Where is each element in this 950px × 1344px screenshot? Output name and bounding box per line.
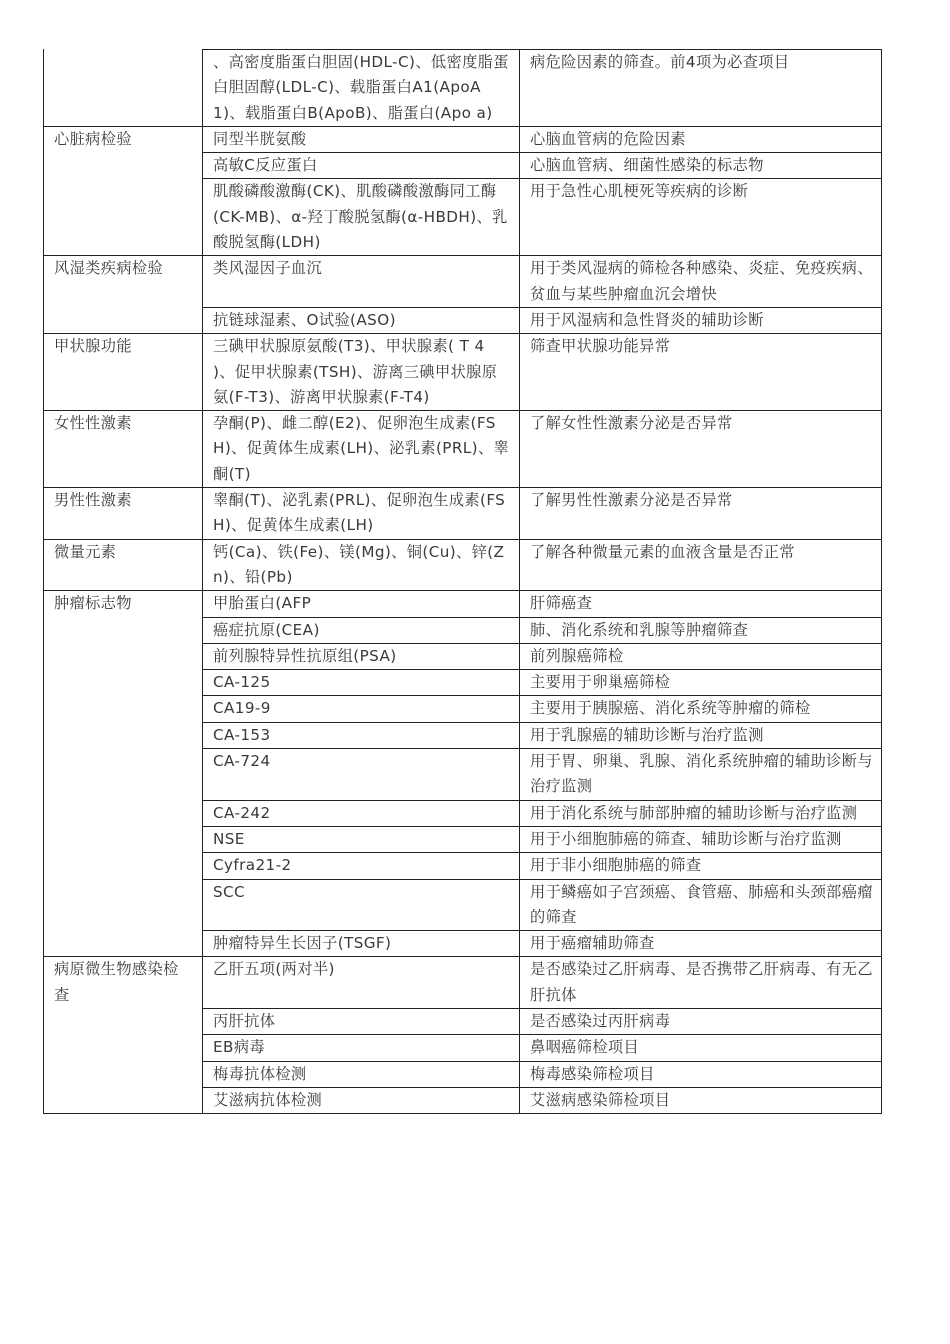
test-item-cell: CA19-9	[203, 696, 520, 722]
table-row	[44, 539, 882, 591]
purpose-cell: 主要用于卵巢癌筛检	[520, 670, 882, 696]
test-item-cell: NSE	[203, 826, 520, 852]
test-item-cell: EB病毒	[203, 1035, 520, 1061]
purpose-cell: 用于乳腺癌的辅助诊断与治疗监测	[520, 722, 882, 748]
purpose-cell: 是否感染过乙肝病毒、是否携带乙肝病毒、有无乙肝抗体	[520, 957, 882, 1009]
purpose-cell: 筛查甲状腺功能异常	[520, 334, 882, 411]
table-row	[44, 488, 882, 540]
test-item-cell: 三碘甲状腺原氨酸(T3)、甲状腺素( T 4 )、促甲状腺素(TSH)、游离三碘甲状腺原氨(F-T3)、游离甲状腺素(F-T4)	[203, 334, 520, 411]
test-item-cell: 钙(Ca)、铁(Fe)、镁(Mg)、铜(Cu)、锌(Zn)、铅(Pb)	[203, 539, 520, 591]
test-item-cell: CA-125	[203, 670, 520, 696]
test-item-cell: 艾滋病抗体检测	[203, 1087, 520, 1113]
test-item-cell: 肿瘤特异生长因子(TSGF)	[203, 931, 520, 957]
test-item-cell: SCC	[203, 879, 520, 931]
table-row	[44, 256, 882, 308]
table-row	[44, 126, 882, 152]
purpose-cell: 用于急性心肌梗死等疾病的诊断	[520, 179, 882, 256]
test-item-cell: 癌症抗原(CEA)	[203, 617, 520, 643]
table-row	[44, 957, 882, 1009]
category-cell: 肿瘤标志物	[44, 591, 203, 957]
purpose-cell: 鼻咽癌筛检项目	[520, 1035, 882, 1061]
test-item-cell: 孕酮(P)、雌二醇(E2)、促卵泡生成素(FSH)、促黄体生成素(LH)、泌乳素(PRL)、睾酮(T)	[203, 411, 520, 488]
test-item-cell: 甲胎蛋白(AFP	[203, 591, 520, 617]
test-item-cell: 睾酮(T)、泌乳素(PRL)、促卵泡生成素(FSH)、促黄体生成素(LH)	[203, 488, 520, 540]
exam-items-table	[43, 49, 882, 1114]
test-item-cell: 同型半胱氨酸	[203, 126, 520, 152]
exam-items-table-body	[44, 50, 882, 1114]
purpose-cell: 用于非小细胞肺癌的筛查	[520, 853, 882, 879]
test-item-cell: 丙肝抗体	[203, 1008, 520, 1034]
purpose-cell: 了解女性性激素分泌是否异常	[520, 411, 882, 488]
category-cell: 心脏病检验	[44, 126, 203, 255]
test-item-cell: 梅毒抗体检测	[203, 1061, 520, 1087]
purpose-cell: 用于小细胞肺癌的筛查、辅助诊断与治疗监测	[520, 826, 882, 852]
purpose-cell: 艾滋病感染筛检项目	[520, 1087, 882, 1113]
purpose-cell: 用于鳞癌如子宫颈癌、食管癌、肺癌和头颈部癌瘤的筛查	[520, 879, 882, 931]
test-item-cell: CA-242	[203, 800, 520, 826]
purpose-cell: 是否感染过丙肝病毒	[520, 1008, 882, 1034]
purpose-cell: 心脑血管病的危险因素	[520, 126, 882, 152]
purpose-cell: 用于癌瘤辅助筛查	[520, 931, 882, 957]
category-cell: 女性性激素	[44, 411, 203, 488]
category-cell: 风湿类疾病检验	[44, 256, 203, 334]
test-item-cell: 乙肝五项(两对半)	[203, 957, 520, 1009]
purpose-cell: 用于消化系统与肺部肿瘤的辅助诊断与治疗监测	[520, 800, 882, 826]
purpose-cell: 用于风湿病和急性肾炎的辅助诊断	[520, 307, 882, 333]
table-row	[44, 591, 882, 617]
test-item-cell: 高敏C反应蛋白	[203, 153, 520, 179]
purpose-cell: 主要用于胰腺癌、消化系统等肿瘤的筛检	[520, 696, 882, 722]
category-cell: 甲状腺功能	[44, 334, 203, 411]
test-item-cell: 肌酸磷酸激酶(CK)、肌酸磷酸激酶同工酶(CK-MB)、α-羟丁酸脱氢酶(α-HBDH)、乳酸脱氢酶(LDH)	[203, 179, 520, 256]
purpose-cell: 心脑血管病、细菌性感染的标志物	[520, 153, 882, 179]
purpose-cell: 梅毒感染筛检项目	[520, 1061, 882, 1087]
purpose-cell: 前列腺癌筛检	[520, 643, 882, 669]
table-row	[44, 334, 882, 411]
purpose-cell: 肝筛癌查	[520, 591, 882, 617]
test-item-cell: CA-153	[203, 722, 520, 748]
purpose-cell: 用于类风湿病的筛检各种感染、炎症、免疫疾病、贫血与某些肿瘤血沉会增快	[520, 256, 882, 308]
table-row	[44, 411, 882, 488]
purpose-cell: 肺、消化系统和乳腺等肿瘤筛查	[520, 617, 882, 643]
category-cell	[44, 50, 203, 127]
category-cell: 病原微生物感染检查	[44, 957, 203, 1114]
purpose-cell: 病危险因素的筛查。前4项为必查项目	[520, 50, 882, 127]
purpose-cell: 了解男性性激素分泌是否异常	[520, 488, 882, 540]
category-cell: 男性性激素	[44, 488, 203, 540]
table-row	[44, 50, 882, 127]
test-item-cell: 抗链球湿素、O试验(ASO)	[203, 307, 520, 333]
purpose-cell: 用于胃、卵巢、乳腺、消化系统肿瘤的辅助诊断与治疗监测	[520, 749, 882, 801]
test-item-cell: CA-724	[203, 749, 520, 801]
test-item-cell: 类风湿因子血沉	[203, 256, 520, 308]
test-item-cell: 前列腺特异性抗原组(PSA)	[203, 643, 520, 669]
test-item-cell: 、高密度脂蛋白胆固(HDL-C)、低密度脂蛋白胆固醇(LDL-C)、载脂蛋白A1(ApoA1)、载脂蛋白B(ApoB)、脂蛋白(Apo a)	[203, 50, 520, 127]
test-item-cell: Cyfra21-2	[203, 853, 520, 879]
category-cell: 微量元素	[44, 539, 203, 591]
purpose-cell: 了解各种微量元素的血液含量是否正常	[520, 539, 882, 591]
